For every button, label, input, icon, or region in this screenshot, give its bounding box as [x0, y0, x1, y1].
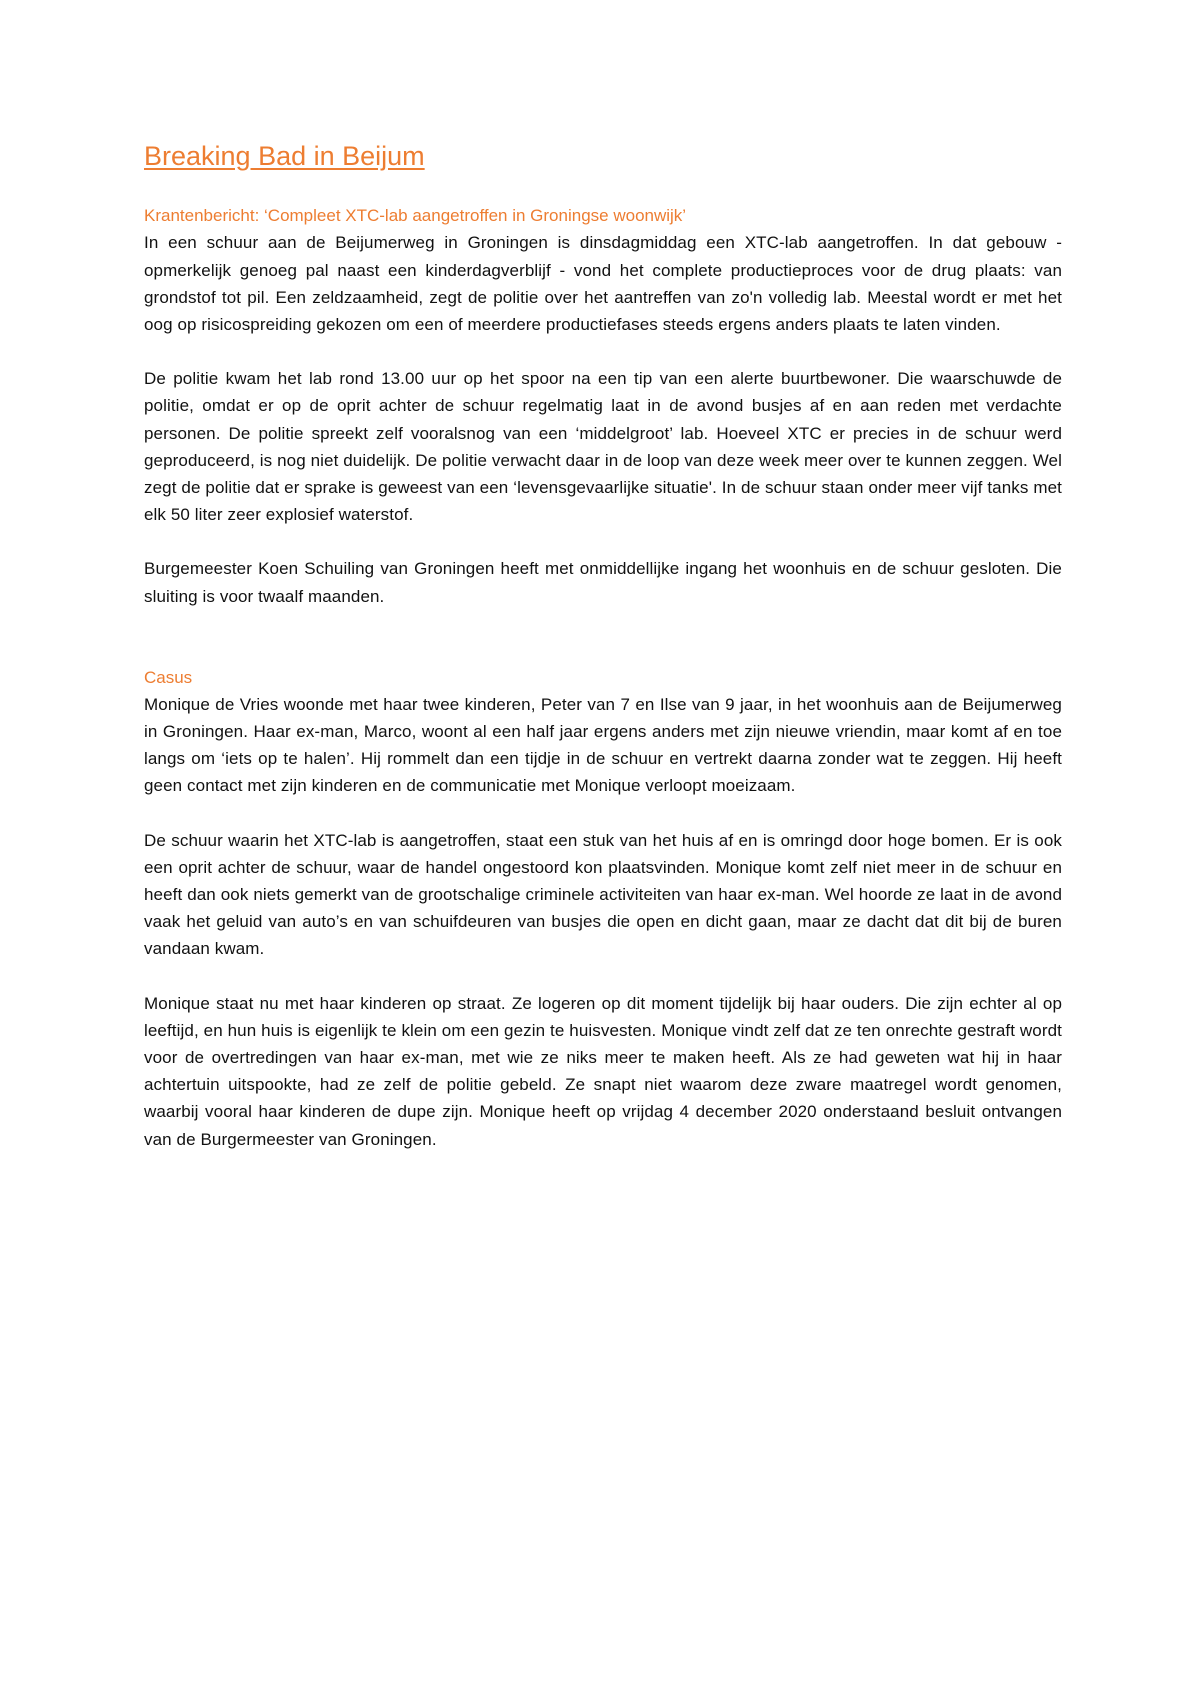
news-article-heading: Krantenbericht: ‘Compleet XTC-lab aangetroffen in Groningse woonwijk’ — [144, 206, 687, 226]
news-article-section — [144, 202, 1062, 609]
case-paragraph-1: Monique de Vries woonde met haar twee kinderen, Peter van 7 en Ilse van 9 jaar, in het woonhuis aan de Beijumerweg in Groningen. Haar ex-man, Marco, woont al een half jaar ergens anders met zijn nieuwe vriendin, maar komt af en toe langs om ‘iets op te halen’. Hij rommelt dan een tijdje in de schuur en vertrekt daarna zonder wat te zeggen. Hij heeft geen contact met zijn kinderen en de communicatie met Monique verloopt moeizaam. — [144, 694, 1062, 796]
news-article-paragraph-2: De politie kwam het lab rond 13.00 uur op het spoor na een tip van een alerte buurtbewoner. Die waarschuwde de politie, omdat er op de oprit achter de schuur regelmatig laat in de avond busjes af en aan reden met verdachte personen. De politie spreekt zelf vooralsnog van een ‘middelgroot’ lab. Hoeveel XTC er precies in de schuur werd geproduceerd, is nog niet duidelijk. De politie verwacht daar in de loop van deze week meer over te kunnen zeggen. Wel zegt de politie dat er sprake is geweest van een ‘levensgevaarlijke situatie'. In de schuur staan onder meer vijf tanks met elk 50 liter zeer explosief waterstof. — [144, 369, 1062, 525]
case-paragraph-3: Monique staat nu met haar kinderen op straat. Ze logeren op dit moment tijdelijk bij haar ouders. Die zijn echter al op leeftijd, en hun huis is eigenlijk te klein om een gezin te huisvesten. Monique vindt zelf dat ze ten onrechte gestraft wordt voor de overtredingen van haar ex-man, met wie ze niks meer te maken heeft. Als ze had geweten wat hij in haar achtertuin uitspookte, had ze zelf de politie gebeld. Ze snapt niet waarom deze zware maatregel wordt genomen, waarbij vooral haar kinderen de dupe zijn. Monique heeft op vrijdag 4 december 2020 onderstaand besluit ontvangen van de Burgermeester van Groningen. — [144, 993, 1062, 1149]
section-spacer — [144, 637, 1062, 664]
case-paragraph-2: De schuur waarin het XTC-lab is aangetroffen, staat een stuk van het huis af en is omringd door hoge bomen. Er is ook een oprit achter de schuur, waar de handel ongestoord kon plaatsvinden. Monique komt zelf niet meer in de schuur en heeft dan ook niets gemerkt van de grootschalige criminele activiteiten van haar ex-man. Wel hoorde ze laat in de avond vaak het geluid van auto’s en van schuifdeuren van busjes die open en dicht gaan, maar ze dacht dat dit bij de buren vandaan kwam. — [144, 830, 1062, 959]
case-heading: Casus — [144, 667, 193, 687]
case-section — [144, 664, 1062, 1153]
news-article-paragraph-3: Burgemeester Koen Schuiling van Groningen heeft met onmiddellijke ingang het woonhuis en de schuur gesloten. Die sluiting is voor twaalf maanden. — [144, 559, 1062, 606]
news-article-paragraph-1: In een schuur aan de Beijumerweg in Groningen is dinsdagmiddag een XTC-lab aangetroffen. In dat gebouw - opmerkelijk genoeg pal naast een kinderdagverblijf - vond het complete productieproces voor de drug plaats: van grondstof tot pil. Een zeldzaamheid, zegt de politie over het aantreffen van zo'n volledig lab. Meestal wordt er met het oog op risicospreiding gekozen om een of meerdere productiefases steeds ergens anders plaats te laten vinden. — [144, 233, 1062, 334]
document-title: Breaking Bad in Beijum — [144, 141, 425, 171]
document-page — [144, 140, 1062, 1180]
